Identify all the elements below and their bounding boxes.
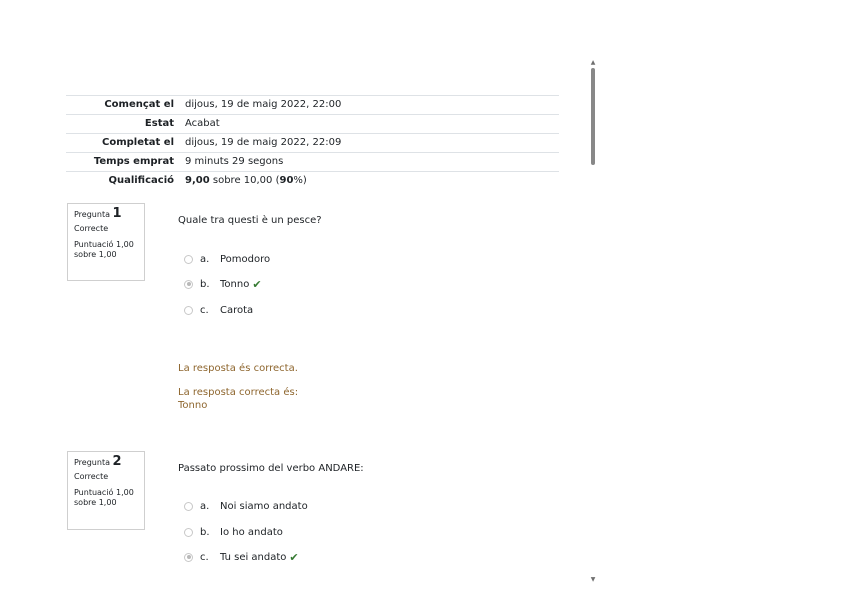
question-1-info — [67, 203, 145, 281]
summary-row-state — [66, 115, 559, 134]
summary-row-completed — [66, 134, 559, 153]
radio-button-checked[interactable] — [184, 553, 193, 562]
radio-button-checked[interactable] — [184, 280, 193, 289]
summary-label: Completat el — [66, 134, 185, 153]
option-letter: c. — [200, 551, 209, 563]
grade-line: Puntuació 1,00 — [74, 240, 134, 249]
option-1b[interactable] — [184, 277, 262, 291]
grade-percent-tail: %) — [293, 175, 307, 186]
grade-line: sobre 1,00 — [74, 250, 117, 259]
summary-value: 9 minuts 29 segons — [185, 153, 559, 172]
option-letter: b. — [200, 278, 210, 290]
summary-row-grade — [66, 172, 559, 191]
question-number — [74, 454, 138, 469]
grade-score: 9,00 — [185, 175, 210, 186]
question-number-value: 2 — [112, 454, 122, 469]
question-prefix: Pregunta — [74, 210, 110, 219]
question-1-text: Quale tra questi è un pesce? — [178, 215, 322, 226]
summary-label: Començat el — [66, 96, 185, 115]
option-2b[interactable] — [184, 525, 283, 539]
right-answer-label: La resposta correcta és: — [178, 387, 299, 398]
option-label: Noi siamo andato — [220, 500, 308, 512]
question-state: Correcte — [74, 472, 109, 481]
option-label: Tonno — [220, 278, 250, 290]
scroll-down-arrow-icon[interactable]: ▼ — [590, 576, 596, 583]
question-grade — [74, 240, 138, 260]
option-2a[interactable] — [184, 499, 308, 513]
summary-value: dijous, 19 de maig 2022, 22:00 — [185, 96, 559, 115]
check-icon: ✔ — [289, 550, 299, 564]
question-2-text: Passato prossimo del verbo ANDARE: — [178, 463, 364, 474]
radio-button[interactable] — [184, 502, 193, 511]
summary-row-started — [66, 96, 559, 115]
summary-label: Qualificació — [66, 172, 185, 191]
question-number — [74, 206, 138, 221]
summary-label: Estat — [66, 115, 185, 134]
summary-row-time-taken — [66, 153, 559, 172]
summary-value: Acabat — [185, 115, 559, 134]
option-label: Tu sei andato — [220, 551, 287, 563]
option-1a[interactable] — [184, 252, 270, 266]
question-prefix: Pregunta — [74, 458, 110, 467]
question-2-info — [67, 451, 145, 530]
radio-button[interactable] — [184, 528, 193, 537]
scroll-up-arrow-icon[interactable]: ▲ — [590, 59, 596, 66]
vertical-scrollbar[interactable] — [588, 58, 598, 585]
option-letter: c. — [200, 304, 209, 316]
scrollbar-thumb[interactable] — [591, 68, 595, 165]
radio-button[interactable] — [184, 255, 193, 264]
right-answer-feedback — [178, 386, 298, 412]
option-label: Io ho andato — [220, 526, 283, 538]
quiz-summary-table — [66, 95, 559, 190]
option-letter: a. — [200, 253, 210, 265]
grade-out-of: sobre 10,00 ( — [212, 175, 280, 186]
option-1c[interactable] — [184, 303, 253, 317]
option-label: Pomodoro — [220, 253, 271, 265]
option-letter: a. — [200, 500, 210, 512]
grade-line: sobre 1,00 — [74, 498, 117, 507]
radio-button[interactable] — [184, 306, 193, 315]
summary-label: Temps emprat — [66, 153, 185, 172]
summary-grade-value — [185, 172, 559, 191]
question-state: Correcte — [74, 224, 109, 233]
right-answer-value: Tonno — [178, 400, 208, 411]
option-label: Carota — [220, 304, 254, 316]
question-grade — [74, 488, 138, 508]
option-letter: b. — [200, 526, 210, 538]
summary-value: dijous, 19 de maig 2022, 22:09 — [185, 134, 559, 153]
question-number-value: 1 — [112, 206, 122, 221]
check-icon: ✔ — [252, 277, 262, 291]
grade-percent: 90 — [279, 175, 294, 186]
option-2c[interactable] — [184, 550, 299, 564]
general-feedback: La resposta és correcta. — [178, 363, 298, 374]
grade-line: Puntuació 1,00 — [74, 488, 134, 497]
